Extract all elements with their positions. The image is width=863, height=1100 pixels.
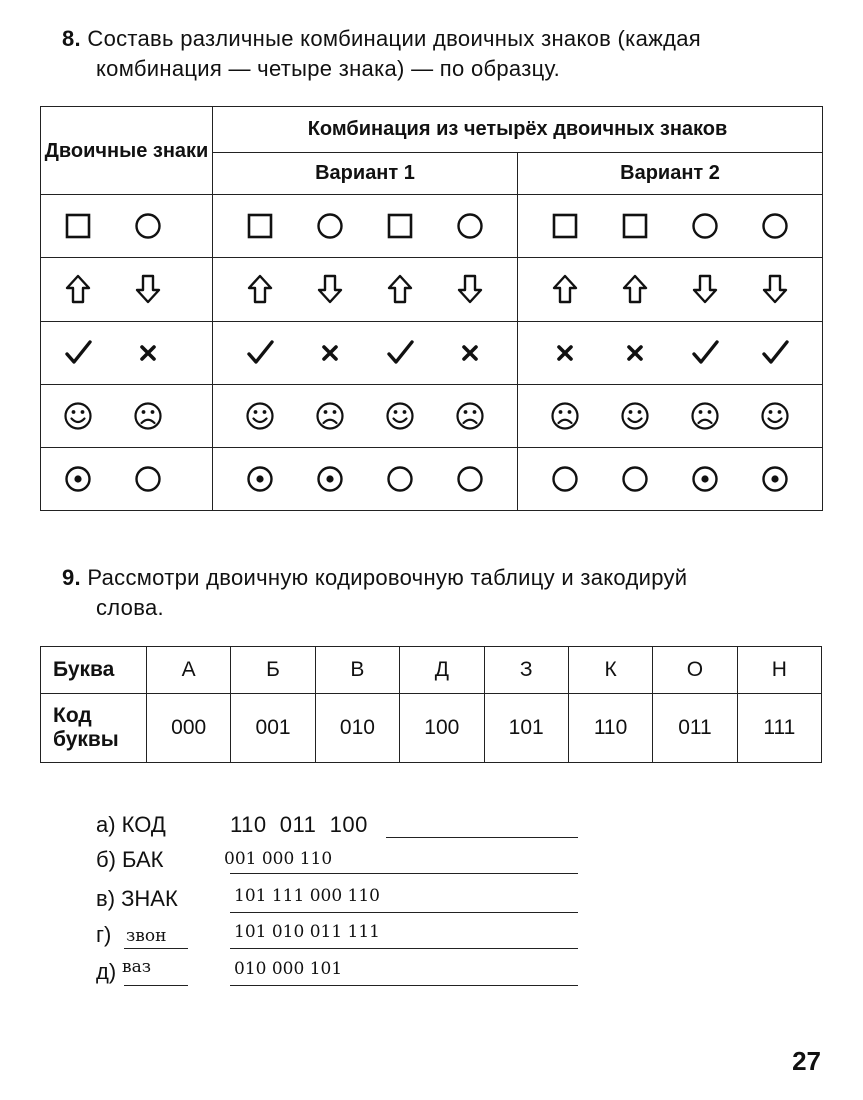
arrow-down-icon: [313, 272, 347, 306]
table-row: [41, 258, 823, 321]
task-number: 9.: [62, 565, 81, 590]
arrow-up-icon: [383, 272, 417, 306]
signs-cell: [41, 447, 213, 510]
variant2-cell: [518, 195, 823, 258]
variant1-cell: [213, 195, 518, 258]
variant2-cell: [518, 447, 823, 510]
table-row: [41, 447, 823, 510]
answer-blank-line: [230, 912, 578, 913]
circle-icon: [453, 209, 487, 243]
answer-label: а) КОД: [96, 812, 166, 837]
cross-icon: [313, 336, 347, 370]
square-icon: [243, 209, 277, 243]
letter-cell: В: [315, 647, 399, 694]
task-8-text: [62, 24, 822, 84]
answer-line: [96, 886, 596, 918]
code-cell: 010: [315, 694, 399, 763]
table-row: [41, 321, 823, 384]
frown-icon: [548, 399, 582, 433]
arrow-up-icon: [548, 272, 582, 306]
handwritten-word: звон: [126, 926, 167, 946]
answer-label: б) БАК: [96, 847, 164, 872]
variant1-cell: [213, 384, 518, 447]
cross-icon: [548, 336, 582, 370]
code-cell: 110: [568, 694, 652, 763]
table-row: [41, 195, 823, 258]
smile-icon: [383, 399, 417, 433]
variant1-cell: [213, 447, 518, 510]
header-binary-signs: Двоичные знаки: [41, 107, 213, 195]
arrow-down-icon: [131, 272, 165, 306]
answer-line: [96, 847, 596, 879]
check-icon: [383, 336, 417, 370]
arrow-down-icon: [453, 272, 487, 306]
signs-cell: [41, 195, 213, 258]
code-cell: 001: [231, 694, 315, 763]
handwritten-code: 010 000 101: [234, 959, 343, 979]
table-row: [41, 384, 823, 447]
letter-cell: Б: [231, 647, 315, 694]
header-combination: Комбинация из четырёх двоичных знаков: [213, 107, 823, 153]
circle-icon: [618, 462, 652, 496]
code-cell: 111: [737, 694, 821, 763]
letter-cell: Д: [400, 647, 484, 694]
coding-table: [40, 646, 822, 763]
smile-icon: [758, 399, 792, 433]
answer-label: в) ЗНАК: [96, 886, 178, 911]
check-icon: [243, 336, 277, 370]
task-9-text: [62, 563, 822, 623]
task-number: 8.: [62, 26, 81, 51]
variant2-cell: [518, 321, 823, 384]
arrow-up-icon: [61, 272, 95, 306]
frown-icon: [131, 399, 165, 433]
task-text-line2: комбинация — четыре знака) — по образцу.: [96, 56, 561, 81]
dot-circle-icon: [313, 462, 347, 496]
row-head-code: [41, 694, 147, 763]
circle-icon: [453, 462, 487, 496]
task-text-line1: Рассмотри двоичную кодировочную таблицу и закодируй: [87, 565, 688, 590]
smile-icon: [61, 399, 95, 433]
frown-icon: [453, 399, 487, 433]
arrow-up-icon: [618, 272, 652, 306]
circle-icon: [548, 462, 582, 496]
handwritten-code: 001 000 110: [224, 849, 333, 869]
frown-icon: [313, 399, 347, 433]
circle-icon: [758, 209, 792, 243]
signs-cell: [41, 384, 213, 447]
smile-icon: [618, 399, 652, 433]
cross-icon: [131, 336, 165, 370]
answer-line: [96, 959, 596, 991]
letter-cell: З: [484, 647, 568, 694]
cross-icon: [453, 336, 487, 370]
variant2-cell: [518, 258, 823, 321]
frown-icon: [688, 399, 722, 433]
letter-cell: К: [568, 647, 652, 694]
square-icon: [548, 209, 582, 243]
letter-cell: А: [147, 647, 231, 694]
word-blank-line: [124, 985, 188, 986]
header-variant-2: Вариант 2: [518, 153, 823, 195]
answer-blank-line: [230, 948, 578, 949]
arrow-down-icon: [688, 272, 722, 306]
smile-icon: [243, 399, 277, 433]
letter-cell: Н: [737, 647, 821, 694]
variant2-cell: [518, 384, 823, 447]
signs-cell: [41, 321, 213, 384]
variant1-cell: [213, 258, 518, 321]
word-blank-line: [124, 948, 188, 949]
dot-circle-icon: [243, 462, 277, 496]
square-icon: [383, 209, 417, 243]
circle-icon: [383, 462, 417, 496]
variant1-cell: [213, 321, 518, 384]
printed-code: 110 011 100: [230, 812, 368, 837]
code-cell: 100: [400, 694, 484, 763]
answer-label: д): [96, 959, 117, 984]
dot-circle-icon: [61, 462, 95, 496]
check-icon: [61, 336, 95, 370]
circle-icon: [131, 209, 165, 243]
answer-line: [96, 812, 596, 844]
letter-cell: О: [653, 647, 737, 694]
handwritten-code: 101 010 011 111: [234, 922, 381, 942]
answer-blank-line: [386, 837, 578, 838]
code-cell: 000: [147, 694, 231, 763]
dot-circle-icon: [688, 462, 722, 496]
code-cell: 101: [484, 694, 568, 763]
circle-icon: [688, 209, 722, 243]
answer-line: [96, 922, 596, 954]
answer-label: г): [96, 922, 112, 947]
square-icon: [61, 209, 95, 243]
code-cell: 011: [653, 694, 737, 763]
cross-icon: [618, 336, 652, 370]
answer-blank-line: [230, 873, 578, 874]
check-icon: [758, 336, 792, 370]
row-head-code-line2: буквы: [53, 728, 119, 751]
row-head-code-line1: Код: [53, 704, 92, 727]
arrow-down-icon: [758, 272, 792, 306]
answer-blank-line: [230, 985, 578, 986]
arrow-up-icon: [243, 272, 277, 306]
binary-signs-table: [40, 106, 823, 511]
signs-cell: [41, 258, 213, 321]
handwritten-code: 101 111 000 110: [234, 886, 381, 906]
page-number: 27: [792, 1046, 821, 1076]
circle-icon: [131, 462, 165, 496]
square-icon: [618, 209, 652, 243]
row-head-letter: Буква: [41, 647, 147, 694]
circle-icon: [313, 209, 347, 243]
task-text-line1: Составь различные комбинации двоичных знаков (каждая: [87, 26, 702, 51]
task-text-line2: слова.: [96, 595, 164, 620]
handwritten-word: ваз: [122, 957, 151, 977]
dot-circle-icon: [758, 462, 792, 496]
header-variant-1: Вариант 1: [213, 153, 518, 195]
check-icon: [688, 336, 722, 370]
